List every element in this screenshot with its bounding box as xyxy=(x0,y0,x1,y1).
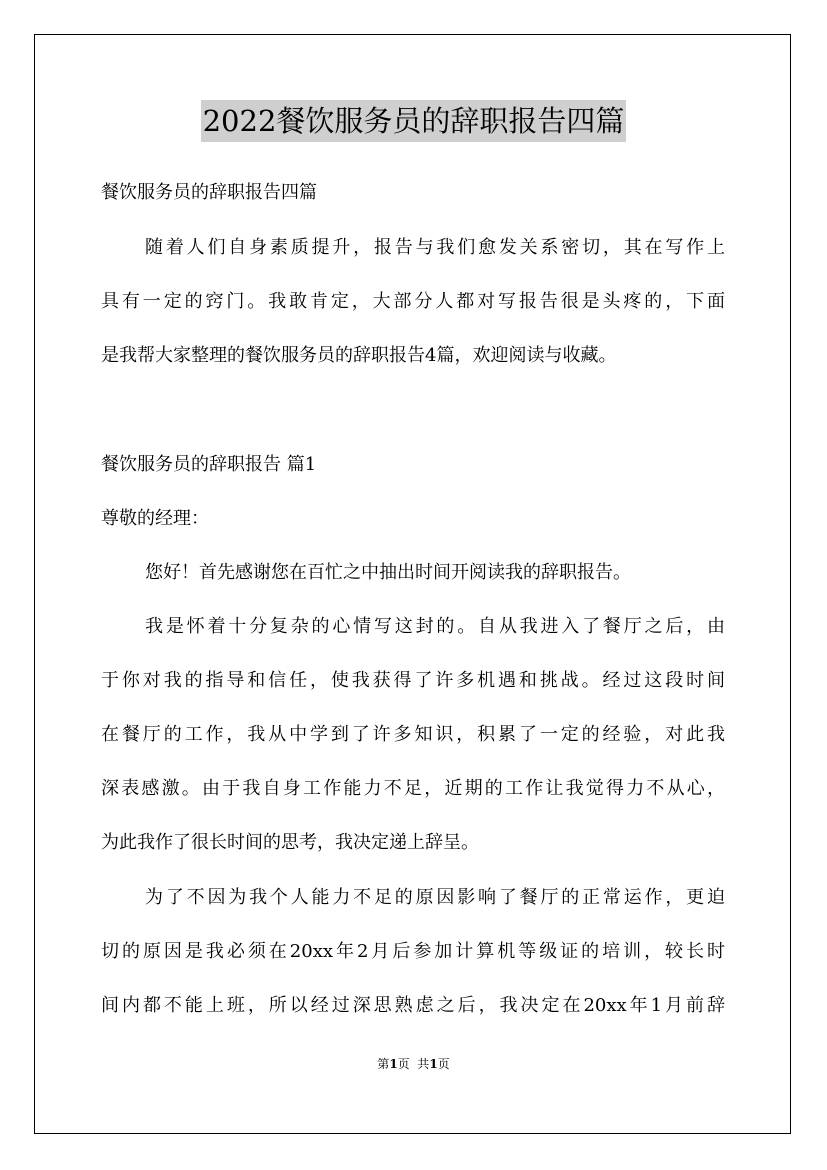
paragraph-line: 为此我作了很长时间的思考，我决定递上辞呈。 xyxy=(101,832,479,853)
footer-prefix: 第 xyxy=(377,1057,390,1071)
document-title: 2022餐饮服务员的辞职报告四篇 xyxy=(201,100,627,142)
footer-suffix: 页 xyxy=(437,1057,450,1071)
section-heading: 餐饮服务员的辞职报告 篇1 xyxy=(101,454,317,475)
page-footer xyxy=(0,1056,827,1072)
paragraph-line: 在餐厅的工作，我从中学到了许多知识，积累了一定的经验，对此我 xyxy=(101,724,725,745)
paragraph-line: 于你对我的指导和信任，使我获得了许多机遇和挑战。经过这段时间 xyxy=(101,670,725,691)
paragraph-line: 我是怀着十分复杂的心情写这封的。自从我进入了餐厅之后，由 xyxy=(145,616,725,637)
paragraph-line: 随着人们自身素质提升，报告与我们愈发关系密切，其在写作上 xyxy=(145,237,725,258)
footer-mid: 页 共 xyxy=(397,1057,430,1071)
paragraph-line: 切的原因是我必须在20xx年2月后参加计算机等级证的培训，较长时 xyxy=(101,941,725,962)
title-wrap xyxy=(0,100,827,142)
paragraph-line: 深表感激。由于我自身工作能力不足，近期的工作让我觉得力不从心， xyxy=(101,778,725,799)
footer-page-current: 1 xyxy=(389,1057,398,1071)
salutation: 尊敬的经理： xyxy=(101,508,209,529)
footer-page-total: 1 xyxy=(429,1057,438,1071)
subtitle-line: 餐饮服务员的辞职报告四篇 xyxy=(101,182,317,203)
paragraph-line: 您好！首先感谢您在百忙之中抽出时间开阅读我的辞职报告。 xyxy=(145,562,631,583)
paragraph-line: 具有一定的窍门。我敢肯定，大部分人都对写报告很是头疼的，下面 xyxy=(101,291,725,312)
paragraph-line: 是我帮大家整理的餐饮服务员的辞职报告4篇，欢迎阅读与收藏。 xyxy=(101,345,617,366)
paragraph-line: 为了不因为我个人能力不足的原因影响了餐厅的正常运作，更迫 xyxy=(145,887,725,908)
paragraph-line: 间内都不能上班，所以经过深思熟虑之后，我决定在20xx年1月前辞 xyxy=(101,995,725,1016)
